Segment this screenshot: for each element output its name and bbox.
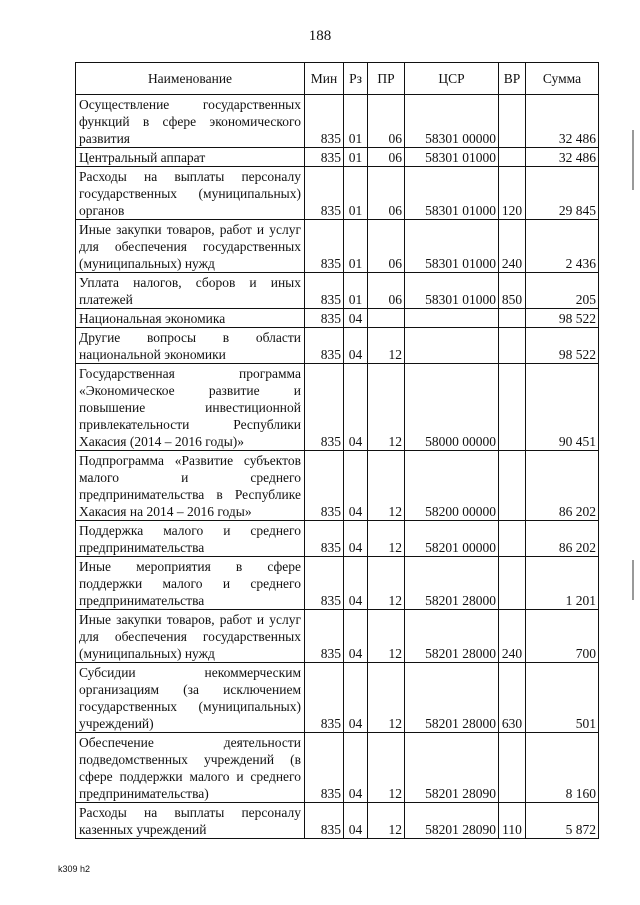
cell-csr: 58000 00000 <box>405 364 499 451</box>
table-row <box>76 364 599 451</box>
cell-vr: 850 <box>499 273 526 309</box>
cell-pr: 12 <box>368 521 405 557</box>
cell-vr <box>499 557 526 610</box>
cell-pr: 12 <box>368 328 405 364</box>
cell-sum: 32 486 <box>526 148 599 167</box>
cell-sum: 501 <box>526 663 599 733</box>
cell-csr: 58301 01000 <box>405 167 499 220</box>
cell-rz: 01 <box>344 148 368 167</box>
column-header-vr: ВР <box>499 63 526 95</box>
scan-edge-mark <box>632 130 634 190</box>
table-row <box>76 328 599 364</box>
table-row <box>76 148 599 167</box>
cell-rz: 04 <box>344 309 368 328</box>
cell-name: Иные закупки товаров, работ и услуг для обеспечения государственных (муниципальных) нужд <box>76 610 305 663</box>
scan-edge-mark <box>632 560 634 600</box>
cell-pr: 12 <box>368 733 405 803</box>
cell-rz: 01 <box>344 273 368 309</box>
cell-sum: 98 522 <box>526 309 599 328</box>
cell-min: 835 <box>305 557 344 610</box>
cell-name: Расходы на выплаты персоналу государственных (муниципальных) органов <box>76 167 305 220</box>
cell-vr <box>499 364 526 451</box>
cell-rz: 04 <box>344 663 368 733</box>
cell-vr: 110 <box>499 803 526 839</box>
table-row <box>76 167 599 220</box>
table-row <box>76 95 599 148</box>
cell-rz: 01 <box>344 167 368 220</box>
cell-sum: 32 486 <box>526 95 599 148</box>
cell-min: 835 <box>305 733 344 803</box>
table-row <box>76 610 599 663</box>
cell-rz: 04 <box>344 610 368 663</box>
cell-rz: 01 <box>344 220 368 273</box>
cell-name: Подпрограмма «Развитие субъектов малого и среднего предпринимательства в Республике Хакасия на 2014 – 2016 годы» <box>76 451 305 521</box>
cell-pr: 06 <box>368 273 405 309</box>
cell-pr: 12 <box>368 803 405 839</box>
cell-min: 835 <box>305 328 344 364</box>
cell-min: 835 <box>305 95 344 148</box>
column-header-csr: ЦСР <box>405 63 499 95</box>
cell-csr: 58200 00000 <box>405 451 499 521</box>
cell-rz: 04 <box>344 803 368 839</box>
cell-min: 835 <box>305 610 344 663</box>
cell-csr: 58201 28000 <box>405 663 499 733</box>
cell-sum: 700 <box>526 610 599 663</box>
table-row <box>76 521 599 557</box>
cell-sum: 90 451 <box>526 364 599 451</box>
cell-rz: 04 <box>344 521 368 557</box>
cell-sum: 8 160 <box>526 733 599 803</box>
cell-csr <box>405 328 499 364</box>
table-row <box>76 309 599 328</box>
cell-pr: 12 <box>368 364 405 451</box>
footer-code: k309 h2 <box>58 864 91 874</box>
cell-csr: 58201 28090 <box>405 733 499 803</box>
header-row <box>76 63 599 95</box>
cell-rz: 04 <box>344 364 368 451</box>
cell-pr: 06 <box>368 220 405 273</box>
cell-vr <box>499 521 526 557</box>
cell-min: 835 <box>305 309 344 328</box>
cell-csr: 58301 01000 <box>405 220 499 273</box>
cell-name: Осуществление государственных функций в сфере экономического развития <box>76 95 305 148</box>
cell-vr <box>499 95 526 148</box>
cell-sum: 29 845 <box>526 167 599 220</box>
column-header-name: Наименование <box>76 63 305 95</box>
cell-vr: 240 <box>499 610 526 663</box>
table-row <box>76 451 599 521</box>
table-row <box>76 557 599 610</box>
cell-pr: 06 <box>368 95 405 148</box>
cell-min: 835 <box>305 521 344 557</box>
cell-vr: 240 <box>499 220 526 273</box>
cell-name: Государственная программа «Экономическое развитие и повышение инвестиционной привлекательности Республики Хакасия (2014 – 2016 годы)» <box>76 364 305 451</box>
cell-pr: 12 <box>368 610 405 663</box>
cell-csr: 58301 01000 <box>405 148 499 167</box>
cell-name: Поддержка малого и среднего предпринимательства <box>76 521 305 557</box>
cell-sum: 1 201 <box>526 557 599 610</box>
cell-min: 835 <box>305 148 344 167</box>
cell-vr: 630 <box>499 663 526 733</box>
cell-rz: 04 <box>344 557 368 610</box>
cell-name: Национальная экономика <box>76 309 305 328</box>
cell-sum: 5 872 <box>526 803 599 839</box>
cell-vr: 120 <box>499 167 526 220</box>
cell-min: 835 <box>305 167 344 220</box>
cell-min: 835 <box>305 803 344 839</box>
cell-sum: 98 522 <box>526 328 599 364</box>
cell-pr <box>368 309 405 328</box>
cell-rz: 04 <box>344 328 368 364</box>
table-row <box>76 220 599 273</box>
cell-pr: 06 <box>368 148 405 167</box>
cell-csr: 58201 28000 <box>405 610 499 663</box>
cell-min: 835 <box>305 364 344 451</box>
cell-name: Центральный аппарат <box>76 148 305 167</box>
table-row <box>76 733 599 803</box>
cell-csr: 58201 00000 <box>405 521 499 557</box>
cell-rz: 04 <box>344 451 368 521</box>
cell-name: Уплата налогов, сборов и иных платежей <box>76 273 305 309</box>
cell-vr <box>499 451 526 521</box>
cell-min: 835 <box>305 451 344 521</box>
cell-vr <box>499 309 526 328</box>
page-number: 188 <box>308 28 332 44</box>
cell-sum: 2 436 <box>526 220 599 273</box>
cell-rz: 04 <box>344 733 368 803</box>
cell-name: Расходы на выплаты персоналу казенных учреждений <box>76 803 305 839</box>
cell-name: Субсидии некоммерческим организациям (за исключением государственных (муниципальных) учреждений) <box>76 663 305 733</box>
cell-vr <box>499 733 526 803</box>
table-body <box>76 95 599 839</box>
cell-pr: 06 <box>368 167 405 220</box>
cell-sum: 205 <box>526 273 599 309</box>
cell-csr <box>405 309 499 328</box>
column-header-sum: Сумма <box>526 63 599 95</box>
column-header-pr: ПР <box>368 63 405 95</box>
cell-vr <box>499 148 526 167</box>
column-header-rz: Рз <box>344 63 368 95</box>
cell-name: Другие вопросы в области национальной экономики <box>76 328 305 364</box>
column-header-min: Мин <box>305 63 344 95</box>
table-row <box>76 663 599 733</box>
cell-pr: 12 <box>368 663 405 733</box>
table-row <box>76 273 599 309</box>
cell-name: Обеспечение деятельности подведомственных учреждений (в сфере поддержки малого и среднего предпринимательства) <box>76 733 305 803</box>
cell-csr: 58201 28000 <box>405 557 499 610</box>
table-header <box>76 63 599 95</box>
cell-name: Иные мероприятия в сфере поддержки малого и среднего предпринимательства <box>76 557 305 610</box>
table-row <box>76 803 599 839</box>
cell-csr: 58201 28090 <box>405 803 499 839</box>
cell-pr: 12 <box>368 557 405 610</box>
cell-min: 835 <box>305 273 344 309</box>
cell-csr: 58301 01000 <box>405 273 499 309</box>
cell-sum: 86 202 <box>526 521 599 557</box>
cell-name: Иные закупки товаров, работ и услуг для обеспечения государственных (муниципальных) нужд <box>76 220 305 273</box>
budget-table <box>75 62 599 839</box>
cell-sum: 86 202 <box>526 451 599 521</box>
cell-csr: 58301 00000 <box>405 95 499 148</box>
cell-pr: 12 <box>368 451 405 521</box>
cell-vr <box>499 328 526 364</box>
cell-rz: 01 <box>344 95 368 148</box>
cell-min: 835 <box>305 220 344 273</box>
cell-min: 835 <box>305 663 344 733</box>
